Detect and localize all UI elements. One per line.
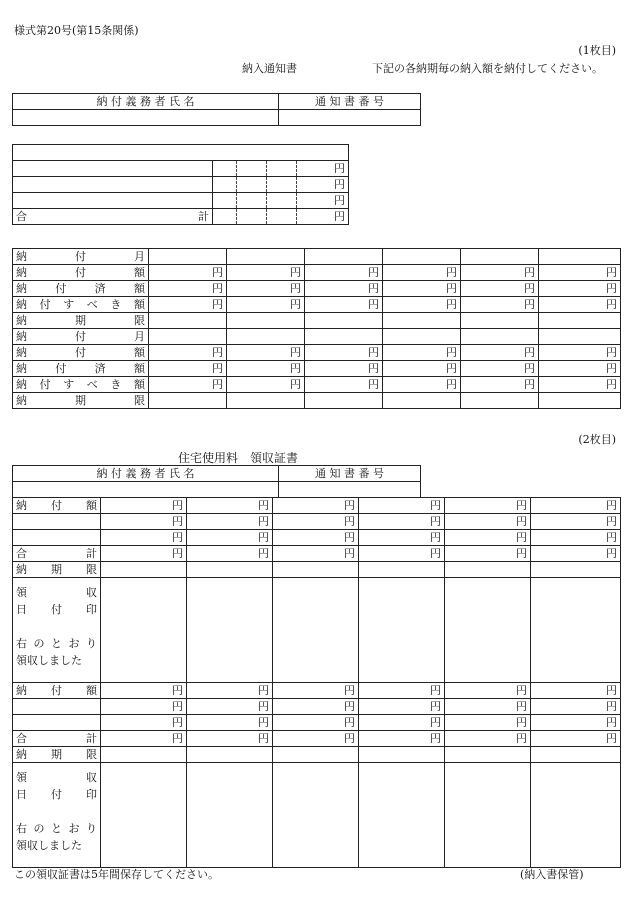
schedule-row-label: 納 期 限 [13,393,149,409]
stamp-cell[interactable] [187,578,273,683]
stamp-cell[interactable] [445,763,531,868]
schedule-cell[interactable] [461,393,539,409]
receipt-amount-cell[interactable]: 円 [187,530,273,546]
schedule-row-label: 納 付 額 [13,345,149,361]
schedule-cell[interactable]: 円 [227,265,305,281]
receipt-amount-cell[interactable]: 円 [101,731,187,747]
yen-unit: 円 [297,161,349,177]
summary-table [12,144,349,225]
schedule-cell[interactable]: 円 [539,361,621,377]
schedule-cell[interactable] [305,393,383,409]
name-label: 納 付 義 務 者 氏 名 [13,94,279,110]
receipt-row-label [13,514,101,530]
schedule-cell[interactable]: 円 [305,265,383,281]
schedule-row [13,377,621,393]
name-field[interactable] [13,110,279,126]
schedule-cell[interactable]: 円 [305,361,383,377]
schedule-cell[interactable] [305,313,383,329]
schedule-row-label: 納 付 す べ き 額 [13,297,149,313]
notice-text: 下記の各納期毎の納入額を納付してください。 [372,62,603,75]
schedule-cell[interactable] [539,249,621,265]
schedule-cell[interactable]: 円 [383,361,461,377]
page-title: 納入通知書 [242,62,297,75]
receipt-amount-cell[interactable]: 円 [359,530,445,546]
schedule-cell[interactable]: 円 [461,265,539,281]
receipt-row-label [13,715,101,731]
receipt-cell[interactable] [273,562,359,578]
schedule-row [13,361,621,377]
receipt-cell[interactable] [445,562,531,578]
schedule-cell[interactable] [539,329,621,345]
schedule-cell[interactable]: 円 [539,377,621,393]
receipt-amount-cell[interactable]: 円 [273,731,359,747]
receipt-title: 住宅使用料 領収証書 [178,451,299,465]
receipt-amount-cell[interactable]: 円 [101,683,187,699]
receipt-amount-cell[interactable]: 円 [531,731,621,747]
name-field[interactable] [13,482,279,498]
receipt-row-label: 納 期 限 [13,747,101,763]
stamp-cell[interactable] [187,763,273,868]
summary-row-label [13,177,213,193]
receipt-amount-cell[interactable]: 円 [273,530,359,546]
receipt-amount-cell[interactable]: 円 [187,514,273,530]
schedule-cell[interactable]: 円 [149,377,227,393]
receipt-row [13,699,621,715]
stamp-cell[interactable] [273,578,359,683]
receipt-name-table [12,465,421,498]
schedule-cell[interactable]: 円 [149,297,227,313]
receipt-amount-cell[interactable]: 円 [187,715,273,731]
summary-total-label: 合 計 [13,209,213,225]
receipt-amount-cell[interactable]: 円 [101,514,187,530]
schedule-cell[interactable] [149,393,227,409]
schedule-row [13,297,621,313]
receipt-amount-cell[interactable]: 円 [531,546,621,562]
receipt-amount-cell[interactable]: 円 [187,699,273,715]
schedule-cell[interactable] [227,249,305,265]
stamp-cell[interactable] [445,578,531,683]
schedule-row-label: 納 付 す べ き 額 [13,377,149,393]
receipt-cell[interactable] [359,747,445,763]
schedule-cell[interactable]: 円 [305,297,383,313]
receipt-cell[interactable] [101,562,187,578]
schedule-cell[interactable]: 円 [227,345,305,361]
receipt-amount-cell[interactable]: 円 [359,683,445,699]
number-field[interactable] [279,110,421,126]
receipt-row [13,498,621,514]
receipt-row [13,530,621,546]
schedule-row [13,313,621,329]
name-table [12,93,421,126]
yen-unit: 円 [297,193,349,209]
summary-row-label [13,161,213,177]
schedule-cell[interactable]: 円 [149,281,227,297]
schedule-cell[interactable] [461,329,539,345]
schedule-cell[interactable] [539,313,621,329]
receipt-amount-cell[interactable]: 円 [359,546,445,562]
receipt-amount-cell[interactable]: 円 [445,731,531,747]
stamp-label: 領 収 日 付 印 右 の と お り 領収しました [13,763,101,868]
receipt-amount-cell[interactable]: 円 [273,699,359,715]
receipt-cell[interactable] [531,562,621,578]
schedule-cell[interactable] [305,329,383,345]
stamp-cell[interactable] [359,763,445,868]
stamp-cell[interactable] [101,763,187,868]
receipt-amount-cell[interactable]: 円 [531,530,621,546]
receipt-amount-cell[interactable]: 円 [273,546,359,562]
receipt-amount-cell[interactable]: 円 [101,699,187,715]
stamp-cell[interactable] [531,578,621,683]
schedule-cell[interactable] [227,313,305,329]
receipt-amount-cell[interactable]: 円 [101,715,187,731]
schedule-cell[interactable] [149,329,227,345]
number-field[interactable] [279,482,421,498]
receipt-amount-cell[interactable]: 円 [187,731,273,747]
schedule-cell[interactable]: 円 [461,377,539,393]
schedule-row [13,281,621,297]
schedule-cell[interactable]: 円 [383,281,461,297]
receipt-amount-cell[interactable]: 円 [531,715,621,731]
receipt-table [12,497,621,868]
schedule-row-label: 納 付 月 [13,249,149,265]
receipt-amount-cell[interactable]: 円 [531,699,621,715]
schedule-row-label: 納 付 月 [13,329,149,345]
receipt-amount-cell[interactable]: 円 [359,498,445,514]
form-id: 様式第20号(第15条関係) [14,24,139,37]
receipt-stamp-row [13,578,621,683]
yen-unit: 円 [297,209,349,225]
receipt-amount-cell[interactable]: 円 [359,715,445,731]
schedule-cell[interactable]: 円 [383,345,461,361]
receipt-amount-cell[interactable]: 円 [359,731,445,747]
receipt-row [13,731,621,747]
schedule-cell[interactable]: 円 [305,345,383,361]
receipt-amount-cell[interactable]: 円 [101,498,187,514]
schedule-cell[interactable] [227,329,305,345]
receipt-row-label: 納 付 額 [13,498,101,514]
receipt-cell[interactable] [101,747,187,763]
schedule-cell[interactable]: 円 [383,297,461,313]
receipt-cell[interactable] [187,747,273,763]
receipt-amount-cell[interactable]: 円 [531,683,621,699]
schedule-cell[interactable] [461,249,539,265]
schedule-cell[interactable] [383,329,461,345]
summary-header [13,145,349,161]
schedule-cell[interactable]: 円 [227,281,305,297]
summary-row-label [13,193,213,209]
receipt-amount-cell[interactable]: 円 [187,498,273,514]
receipt-amount-cell[interactable]: 円 [359,514,445,530]
receipt-cell[interactable] [187,562,273,578]
schedule-cell[interactable]: 円 [227,377,305,393]
receipt-cell[interactable] [273,747,359,763]
footer-keep: (納入書保管) [520,868,584,881]
schedule-row-label: 納 付 済 額 [13,361,149,377]
copy1-label: (1枚目) [578,44,616,57]
receipt-amount-cell[interactable]: 円 [445,546,531,562]
schedule-row [13,329,621,345]
schedule-row [13,249,621,265]
schedule-cell[interactable]: 円 [305,377,383,393]
receipt-row-label [13,530,101,546]
stamp-cell[interactable] [101,578,187,683]
receipt-row-label: 納 付 額 [13,683,101,699]
receipt-row [13,546,621,562]
receipt-row [13,715,621,731]
receipt-row [13,683,621,699]
stamp-cell[interactable] [273,763,359,868]
schedule-cell[interactable] [383,249,461,265]
receipt-amount-cell[interactable]: 円 [445,498,531,514]
schedule-cell[interactable]: 円 [461,361,539,377]
receipt-amount-cell[interactable]: 円 [531,498,621,514]
schedule-cell[interactable]: 円 [539,281,621,297]
schedule-cell[interactable]: 円 [461,281,539,297]
schedule-cell[interactable] [149,313,227,329]
receipt-amount-cell[interactable]: 円 [273,715,359,731]
number-label: 通 知 書 番 号 [279,466,421,482]
schedule-row-label: 納 付 額 [13,265,149,281]
receipt-amount-cell[interactable]: 円 [273,498,359,514]
receipt-row [13,514,621,530]
stamp-cell[interactable] [531,763,621,868]
schedule-cell[interactable]: 円 [149,345,227,361]
schedule-cell[interactable]: 円 [461,297,539,313]
receipt-cell[interactable] [359,562,445,578]
receipt-amount-cell[interactable]: 円 [445,715,531,731]
receipt-amount-cell[interactable]: 円 [273,514,359,530]
schedule-cell[interactable]: 円 [461,345,539,361]
footer-note: この領収証書は5年間保存してください。 [14,868,219,881]
receipt-amount-cell[interactable]: 円 [445,683,531,699]
receipt-amount-cell[interactable]: 円 [187,546,273,562]
schedule-cell[interactable] [227,393,305,409]
stamp-label: 領 収 日 付 印 右 の と お り 領収しました [13,578,101,683]
schedule-cell[interactable] [305,249,383,265]
name-label: 納 付 義 務 者 氏 名 [13,466,279,482]
stamp-cell[interactable] [359,578,445,683]
schedule-cell[interactable] [461,313,539,329]
receipt-amount-cell[interactable]: 円 [359,699,445,715]
schedule-cell[interactable] [383,393,461,409]
schedule-cell[interactable] [539,393,621,409]
schedule-row [13,345,621,361]
schedule-cell[interactable]: 円 [227,361,305,377]
yen-unit: 円 [297,177,349,193]
receipt-cell[interactable] [445,747,531,763]
schedule-cell[interactable] [383,313,461,329]
receipt-row-label: 納 期 限 [13,562,101,578]
receipt-amount-cell[interactable]: 円 [273,683,359,699]
schedule-row-label: 納 期 限 [13,313,149,329]
schedule-row [13,393,621,409]
schedule-cell[interactable]: 円 [227,297,305,313]
receipt-row [13,562,621,578]
schedule-cell[interactable]: 円 [383,377,461,393]
receipt-amount-cell[interactable]: 円 [445,699,531,715]
schedule-cell[interactable]: 円 [149,265,227,281]
schedule-table [12,248,621,409]
receipt-row [13,747,621,763]
schedule-cell[interactable]: 円 [539,265,621,281]
schedule-cell[interactable]: 円 [149,361,227,377]
schedule-row [13,265,621,281]
schedule-cell[interactable]: 円 [305,281,383,297]
receipt-row-label: 合 計 [13,731,101,747]
receipt-row-label [13,699,101,715]
receipt-amount-cell[interactable]: 円 [445,530,531,546]
receipt-amount-cell[interactable]: 円 [445,514,531,530]
receipt-amount-cell[interactable]: 円 [531,514,621,530]
schedule-cell[interactable] [149,249,227,265]
receipt-cell[interactable] [531,747,621,763]
receipt-stamp-row [13,763,621,868]
receipt-amount-cell[interactable]: 円 [101,546,187,562]
copy2-label: (2枚目) [578,433,616,446]
receipt-amount-cell[interactable]: 円 [101,530,187,546]
receipt-row-label: 合 計 [13,546,101,562]
schedule-row-label: 納 付 済 額 [13,281,149,297]
receipt-amount-cell[interactable]: 円 [187,683,273,699]
schedule-cell[interactable]: 円 [539,297,621,313]
schedule-cell[interactable]: 円 [383,265,461,281]
schedule-cell[interactable]: 円 [539,345,621,361]
number-label: 通 知 書 番 号 [279,94,421,110]
